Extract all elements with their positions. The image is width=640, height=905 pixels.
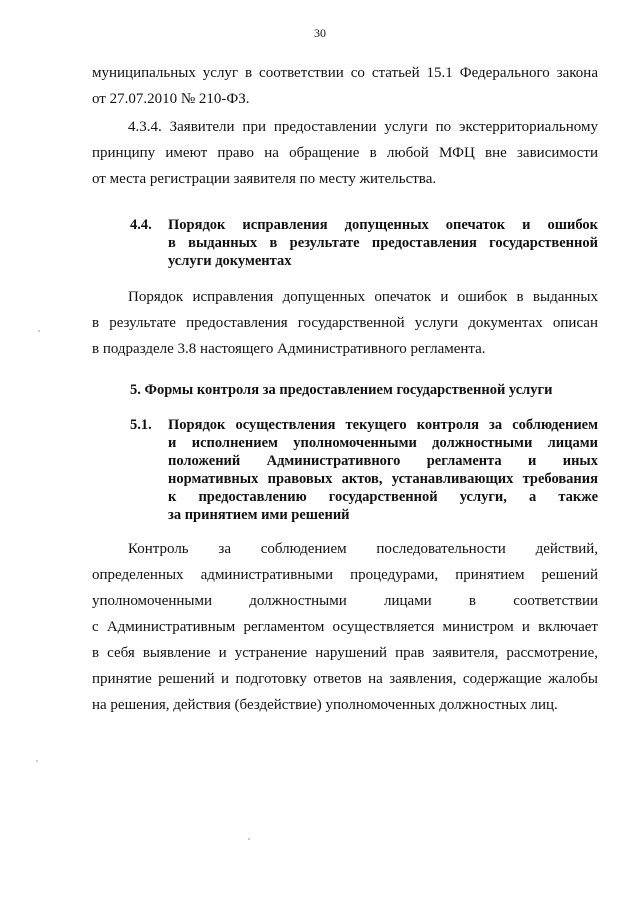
heading-line: положений Административного регламента и иных bbox=[168, 453, 598, 469]
text-line: от места регистрации заявителя по месту жительства. bbox=[92, 171, 437, 187]
scan-speck bbox=[38, 330, 40, 332]
heading-line: в выданных в результате предоставления государственной bbox=[168, 235, 598, 251]
text-line: на решения, действия (бездействие) уполномоченных должностных лиц. bbox=[92, 697, 558, 713]
section-heading-5-1 bbox=[130, 416, 600, 526]
page-number: 30 bbox=[314, 26, 326, 40]
paragraph-corrections bbox=[92, 284, 598, 362]
paragraph-4-3-4 bbox=[92, 114, 598, 192]
text-line: от 27.07.2010 № 210-ФЗ. bbox=[92, 91, 250, 107]
section-title: 5. Формы контроля за предоставлением государственной услуги bbox=[130, 382, 553, 398]
heading-line: услуги документах bbox=[168, 253, 292, 269]
text-line: принятие решений и подготовку ответов на заявления, содержащие жалобы bbox=[92, 671, 598, 687]
text-line: с Административным регламентом осуществляется министром и включает bbox=[92, 619, 598, 635]
text-line: в подразделе 3.8 настоящего Административного регламента. bbox=[92, 341, 486, 357]
section-heading-5 bbox=[130, 381, 600, 399]
text-line: в себя выявление и устранение нарушений прав заявителя, рассмотрение, bbox=[92, 645, 598, 661]
heading-line: нормативных правовых актов, устанавливающих требования bbox=[168, 471, 598, 487]
scan-speck bbox=[36, 760, 38, 762]
heading-line: Порядок осуществления текущего контроля за соблюдением bbox=[168, 417, 598, 433]
section-number: 4.4. bbox=[130, 217, 152, 233]
section-number: 5.1. bbox=[130, 417, 152, 433]
paragraph-control bbox=[92, 536, 598, 718]
heading-line: Порядок исправления допущенных опечаток и ошибок bbox=[168, 217, 598, 233]
text-line: принципу имеют право на обращение в любой МФЦ вне зависимости bbox=[92, 145, 598, 161]
text-line: Порядок исправления допущенных опечаток и ошибок в выданных bbox=[128, 289, 598, 305]
section-heading-4-4 bbox=[130, 216, 600, 276]
paragraph-federal-law bbox=[92, 60, 598, 112]
text-line: 4.3.4. Заявители при предоставлении услуги по экстерриториальному bbox=[128, 119, 598, 135]
heading-line: за принятием ими решений bbox=[168, 507, 350, 523]
text-line: уполномоченными должностными лицами в соответствии bbox=[92, 593, 598, 609]
heading-line: к предоставлению государственной услуги, а также bbox=[168, 489, 598, 505]
text-line: муниципальных услуг в соответствии со статьей 15.1 Федерального закона bbox=[92, 65, 598, 81]
text-line: Контроль за соблюдением последовательности действий, bbox=[128, 541, 598, 557]
scan-speck bbox=[248, 838, 250, 840]
text-line: определенных административными процедурами, принятием решений bbox=[92, 567, 598, 583]
heading-line: и исполнением уполномоченными должностными лицами bbox=[168, 435, 598, 451]
text-line: в результате предоставления государственной услуги документах описан bbox=[92, 315, 598, 331]
